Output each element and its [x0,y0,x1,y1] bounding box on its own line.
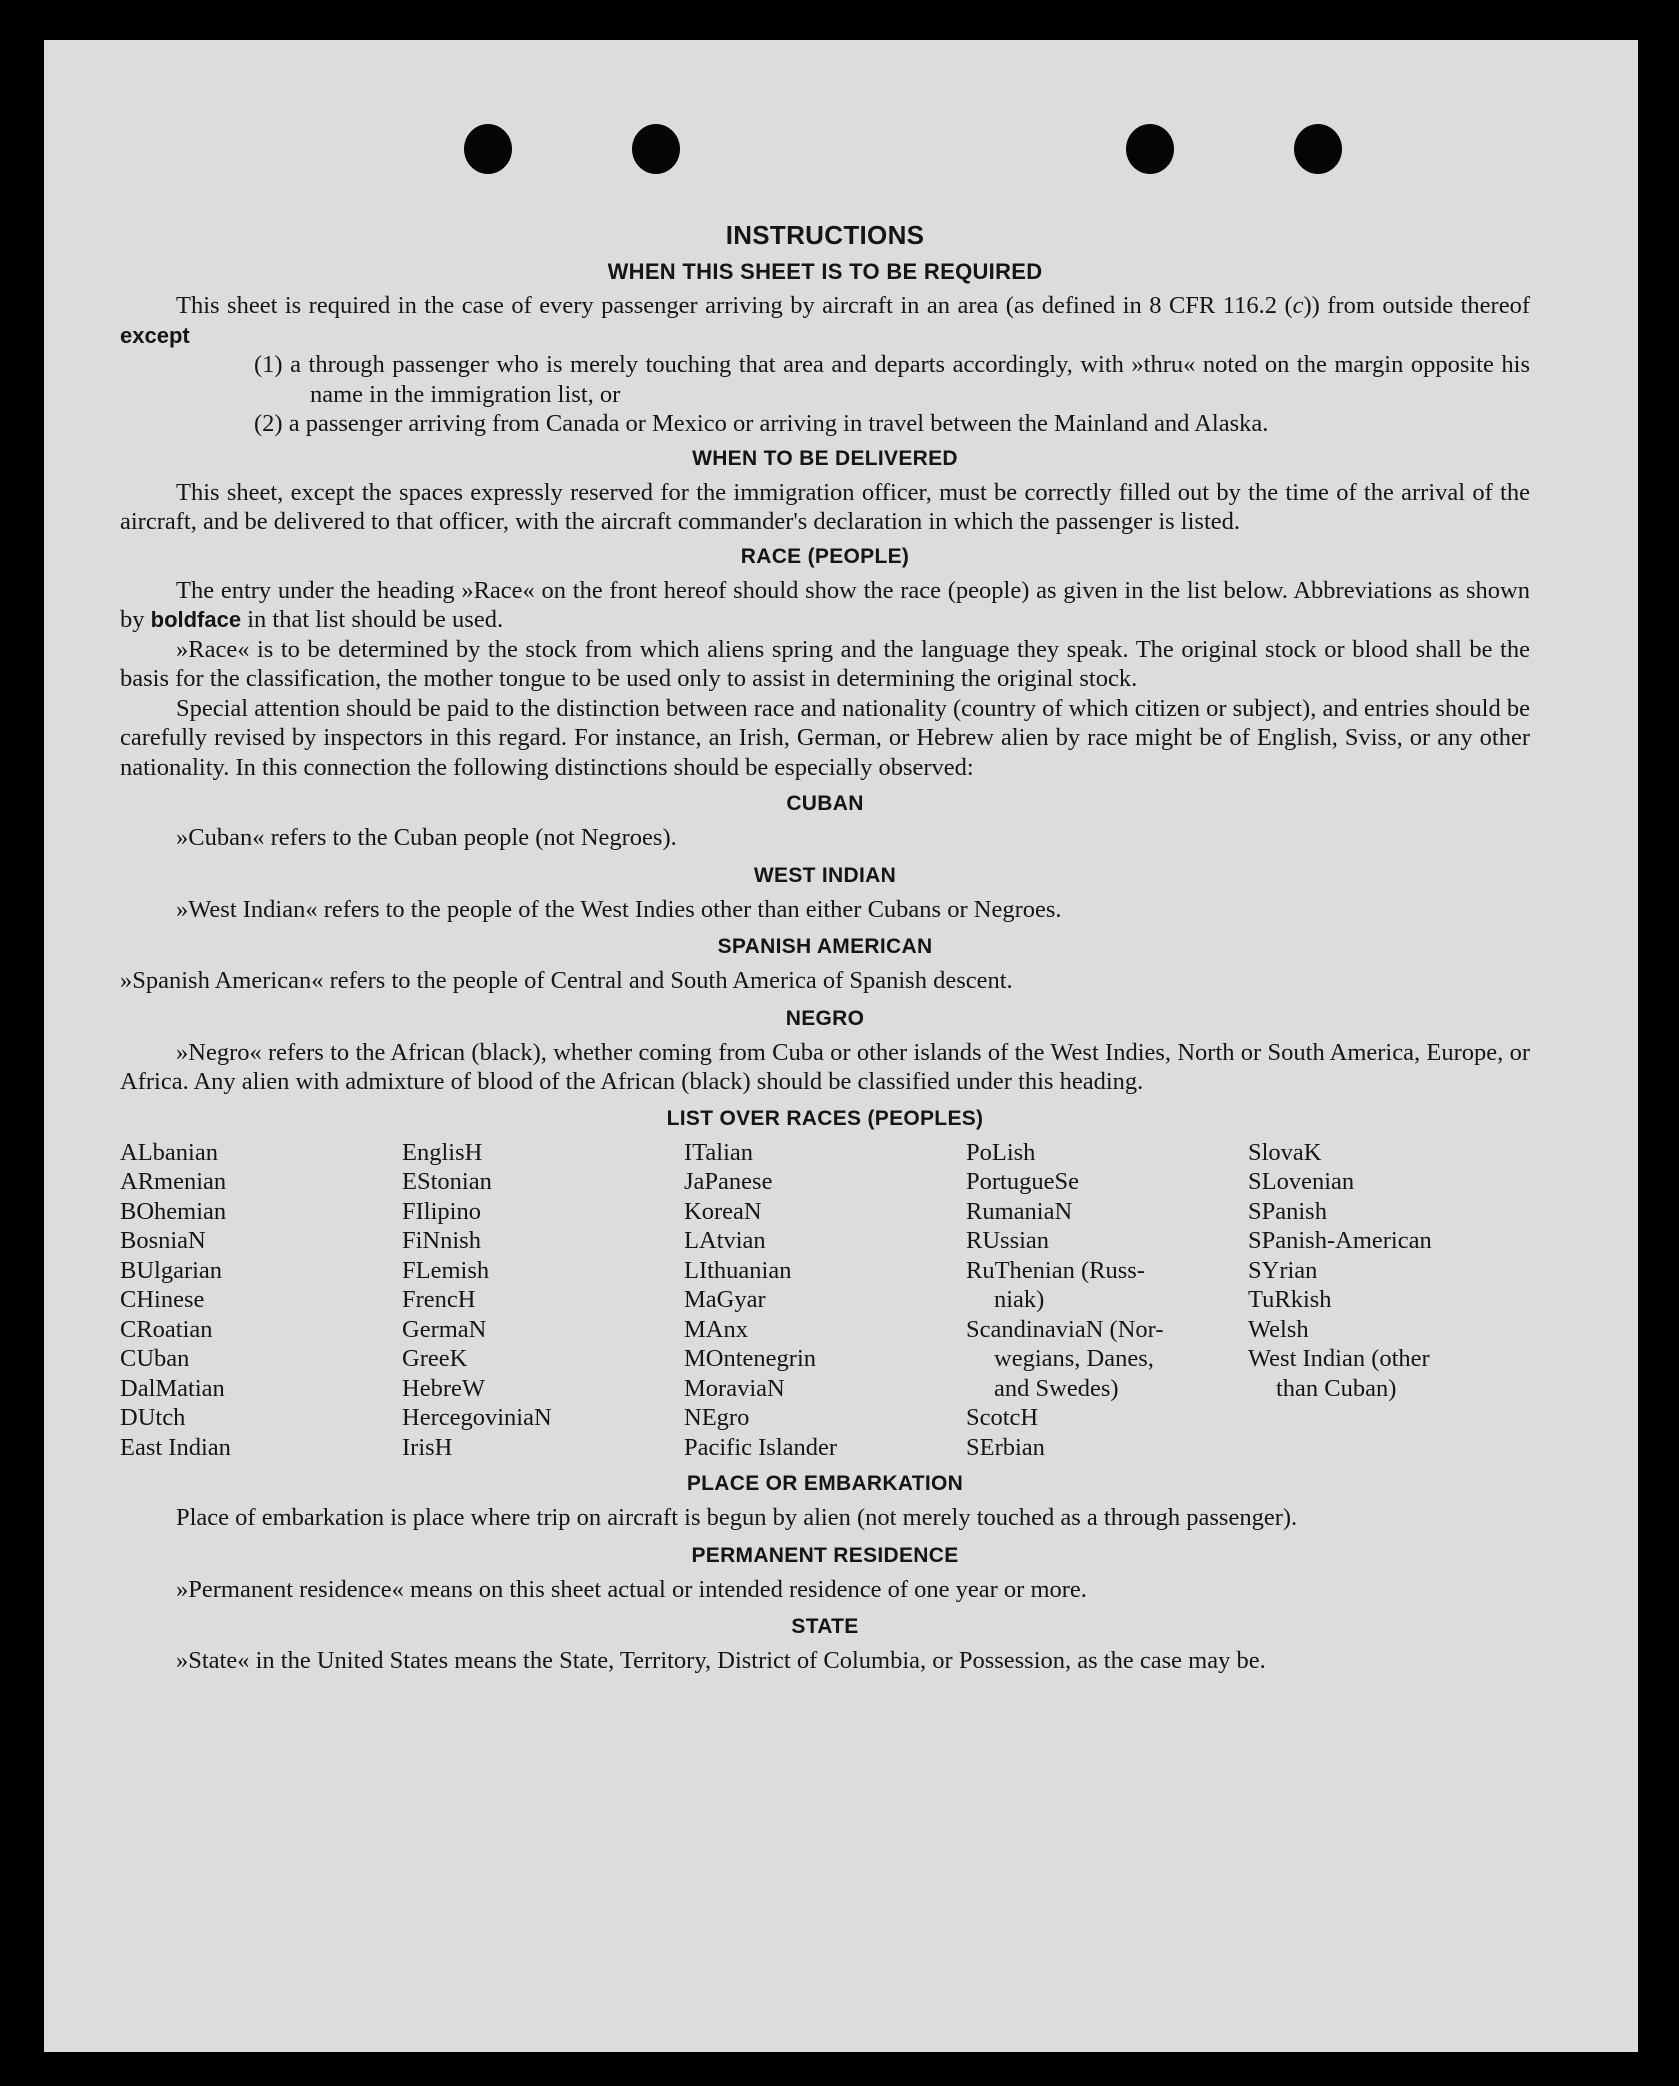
race-item: Welsh [1248,1315,1309,1343]
when-delivered-text: This sheet, except the spaces expressly reserved for the immigration officer, must be correctly filled out by the time of the arrival of the aircraft, and be delivered to that officer, with the aircraft commander's declaration in which the passenger is listed. [120,478,1530,535]
intro-text: )) from outside thereof [1303,292,1530,319]
item-number: (2) [254,410,283,437]
race-text: The entry under the heading »Race« on the front hereof should show the race (people) as given in the list below. Abbreviations as shown by [120,576,1530,633]
race-item: SLovenian [1248,1168,1355,1195]
race-column-2 [402,1138,684,1463]
race-item: West Indian (other [1248,1345,1430,1372]
race-column-4 [966,1138,1248,1463]
race-item: ARmenian [120,1168,227,1195]
race-item: SPanish-American [1248,1227,1432,1254]
race-item-continued: and Swedes) [994,1374,1119,1402]
race-item: FiNnish [402,1227,481,1254]
race-item: MOntenegrin [684,1345,816,1372]
section-title-west-indian: WEST INDIAN [753,863,897,887]
embarkation-text: Place of embarkation is place where trip on aircraft is begun by alien (not merely touched as a through passenger). [176,1504,1298,1531]
cuban-text: »Cuban« refers to the Cuban people (not Negroes). [176,824,677,851]
item-text: a passenger arriving from Canada or Mexico or arriving in travel between the Mainland and Alaska. [288,410,1269,437]
race-item: DalMatian [120,1374,225,1402]
race-item: MaGyar [684,1286,766,1313]
race-item: RuThenian (Russ- [966,1256,1145,1284]
race-item: EnglisH [402,1138,483,1166]
race-paragraph-1 [120,576,1530,635]
residence-text: »Permanent residence« means on this sheet actual or intended residence of one year or more. [176,1575,1087,1603]
section-title-state: STATE [791,1615,859,1638]
except-bold: except [120,322,190,348]
race-item: RUssian [966,1227,1050,1254]
race-item: LIthuanian [684,1256,792,1284]
race-paragraph-2: »Race« is to be determined by the stock from which aliens spring and the language they speak. The original stock or blood shall be the basis for the classification, the mother tongue to be used only to assist in determining the original stock. [120,635,1530,692]
race-item-continued: niak) [994,1286,1045,1313]
punch-hole [632,124,680,174]
punch-hole [464,124,512,174]
punch-hole [1294,124,1342,174]
race-item: IrisH [402,1433,453,1461]
race-item: SErbian [966,1433,1045,1461]
race-item: SYrian [1248,1256,1318,1284]
race-list [120,1138,1530,1463]
section-title-cuban: CUBAN [786,792,864,815]
race-item: PoLish [966,1138,1036,1166]
race-item: ITalian [684,1138,754,1166]
race-item: BosniaN [120,1227,206,1254]
west-indian-text: »West Indian« refers to the people of the West Indies other than either Cubans or Negroes. [176,895,1062,923]
section-title-negro: NEGRO [785,1006,865,1030]
race-item: ALbanian [120,1138,218,1166]
race-item: FLemish [402,1256,490,1284]
race-item: MoraviaN [684,1374,785,1402]
race-item: BUlgarian [120,1256,223,1284]
race-column-3 [684,1138,966,1463]
item-text: a through passenger who is merely touching that area and departs accordingly, with »thru« noted on the margin opposite his name in the immigration list, or [290,351,1531,408]
race-item: SlovaK [1248,1138,1322,1166]
race-item: PortugueSe [966,1168,1079,1195]
punch-hole [1126,124,1174,174]
section-title-spanish-american: SPANISH AMERICAN [717,935,933,958]
section-title-when-delivered: WHEN TO BE DELIVERED [692,446,958,470]
race-paragraph-3: Special attention should be paid to the distinction between race and nationality (country of which citizen or subject), and entries should be carefully revised by inspectors in this regard. For instance, an Irish, German, or Hebrew alien by race might be of English, Sviss, or any other nationality. In this connection the following distinctions should be especially observed: [120,694,1530,781]
race-item: ScotcH [966,1404,1039,1431]
race-item: ScandinaviaN (Nor- [966,1315,1164,1343]
race-item: DUtch [120,1404,186,1431]
race-item: CRoatian [120,1315,213,1343]
spanish-american-text: »Spanish American« refers to the people of Central and South America of Spanish descent. [120,967,1013,994]
race-item: LAtvian [684,1227,766,1254]
section-title-race: RACE (PEOPLE) [740,544,910,568]
race-column-1 [120,1138,402,1463]
document-sheet [44,40,1638,2052]
race-item: GreeK [402,1345,468,1372]
race-text: in that list should be used. [241,606,504,633]
race-item: Pacific Islander [684,1433,838,1461]
race-item: JaPanese [684,1168,773,1195]
race-item: FrencH [402,1286,476,1313]
race-item: CHinese [120,1286,205,1313]
section-title-residence: PERMANENT RESIDENCE [691,1543,959,1567]
race-item: FIlipino [402,1197,481,1225]
race-item: HercegoviniaN [402,1404,552,1431]
race-item: BOhemian [120,1197,227,1225]
race-item: CUban [120,1345,190,1372]
race-item: NEgro [684,1404,750,1431]
race-item: KoreaN [684,1197,762,1225]
race-column-5 [1248,1138,1530,1463]
intro-text: This sheet is required in the case of every passenger arriving by aircraft in an area (as defined in 8 CFR 116.2 ( [176,292,1293,319]
intro-italic: c [1292,292,1304,319]
negro-text: »Negro« refers to the African (black), whether coming from Cuba or other islands of the West Indies, North or South America, Europe, or Africa. Any alien with admixture of blood of the African (black) should be classified under this heading. [120,1038,1530,1095]
item-number: (1) [254,351,283,378]
section-title-when-required: WHEN THIS SHEET IS TO BE REQUIRED [607,259,1043,284]
race-item: EStonian [402,1168,492,1195]
when-required-intro [120,291,1530,350]
race-item: SPanish [1248,1197,1327,1225]
state-text: »State« in the United States means the State, Territory, District of Columbia, or Possession, as the case may be. [176,1647,1266,1674]
race-item: MAnx [684,1315,748,1343]
section-title-embarkation: PLACE OR EMBARKATION [686,1472,964,1495]
race-item: TuRkish [1248,1286,1332,1313]
exception-item-1 [120,350,1530,409]
race-item-continued: than Cuban) [1276,1374,1397,1402]
boldface-word: boldface [150,607,242,632]
race-item-continued: wegians, Danes, [994,1345,1154,1372]
instructions-content [120,218,1530,1676]
exception-item-2 [120,409,1530,439]
race-item: RumaniaN [966,1197,1073,1225]
list-title: LIST OVER RACES (PEOPLES) [666,1106,984,1130]
race-item: HebreW [402,1374,485,1402]
race-item: East Indian [120,1433,231,1461]
race-item: GermaN [402,1315,487,1343]
page-title: INSTRUCTIONS [725,220,925,250]
